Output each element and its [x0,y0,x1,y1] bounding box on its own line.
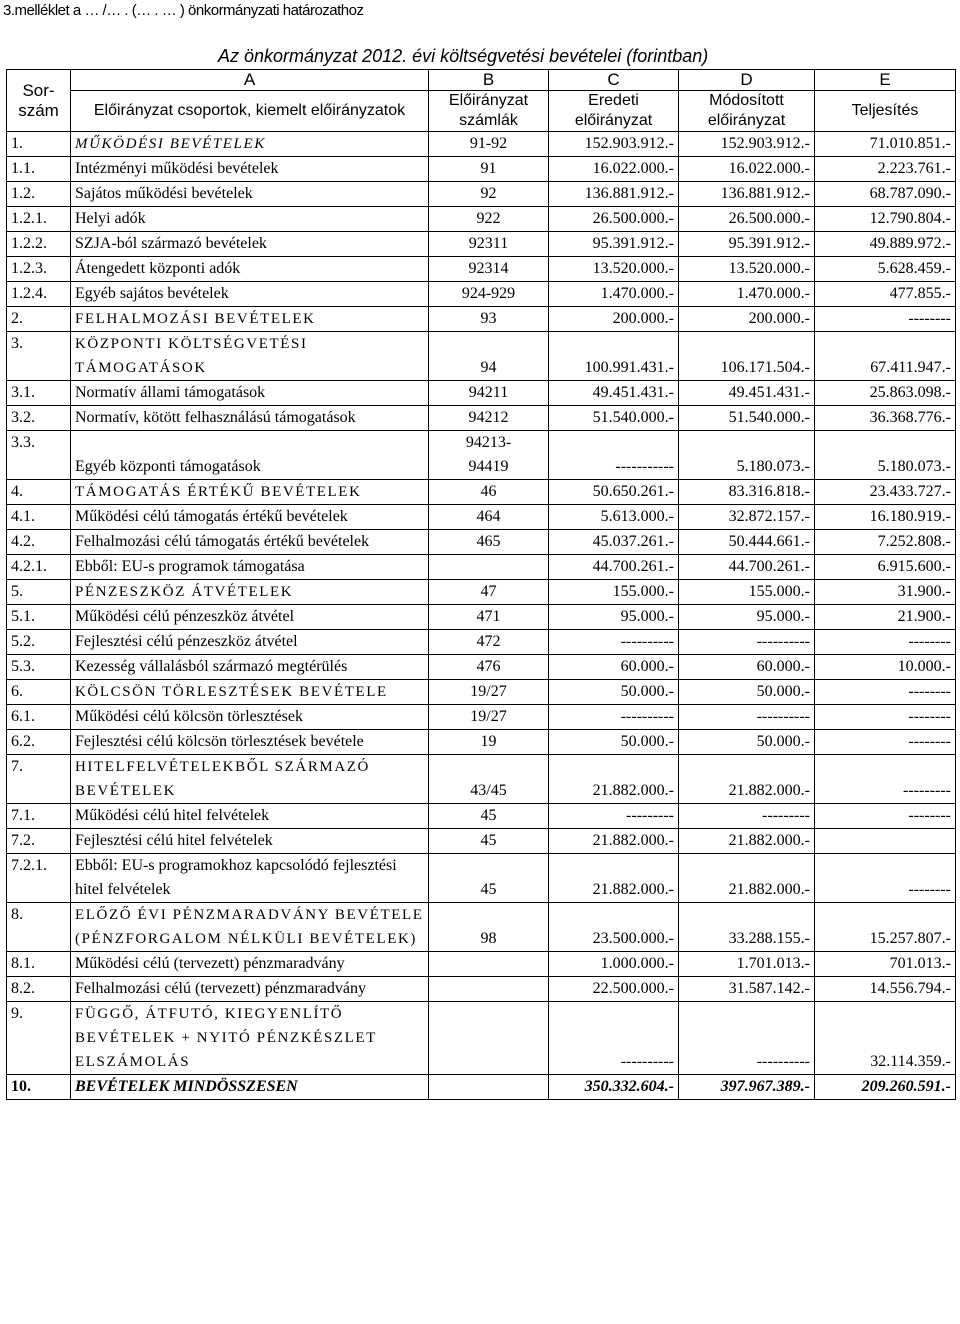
table-row [7,232,956,257]
table-row [7,952,956,977]
row-name: Ebből: EU-s programok támogatása [71,555,429,580]
row-name: ELŐZŐ ÉVI PÉNZMARADVÁNY BEVÉTELE (PÉNZFORGALOM NÉLKÜLI BEVÉTELEK) [71,903,429,952]
row-name: Normatív állami támogatások [71,381,429,406]
row-number: 3.3. [7,431,71,480]
row-name: Működési célú hitel felvételek [71,804,429,829]
table-row [7,730,956,755]
table-row [7,406,956,431]
row-original-appropriation: 23.500.000.- [549,903,679,952]
row-name: Normatív, kötött felhasználású támogatások [71,406,429,431]
row-account: 19 [429,730,549,755]
row-fulfilment: -------- [815,730,956,755]
table-row [7,431,956,480]
row-original-appropriation: 1.470.000.- [549,282,679,307]
row-fulfilment: -------- [815,680,956,705]
row-account: 94213- 94419 [429,431,549,480]
row-name: Helyi adók [71,207,429,232]
row-original-appropriation: 155.000.- [549,580,679,605]
row-modified-appropriation: ---------- [679,1002,815,1075]
row-modified-appropriation: 51.540.000.- [679,406,815,431]
table-row [7,680,956,705]
row-modified-appropriation: 152.903.912.- [679,132,815,157]
row-fulfilment: 15.257.807.- [815,903,956,952]
row-original-appropriation: ----------- [549,431,679,480]
table-row [7,182,956,207]
row-number: 6.2. [7,730,71,755]
row-fulfilment: -------- [815,854,956,903]
row-number: 1.2.2. [7,232,71,257]
table-row [7,307,956,332]
row-modified-appropriation: 136.881.912.- [679,182,815,207]
row-modified-appropriation: 106.171.504.- [679,332,815,381]
header-letter-c: C [549,70,679,91]
row-account: 94212 [429,406,549,431]
table-row [7,282,956,307]
row-original-appropriation: 5.613.000.- [549,505,679,530]
row-original-appropriation: 50.650.261.- [549,480,679,505]
header-label-row [7,91,956,132]
row-fulfilment: -------- [815,307,956,332]
table-row [7,257,956,282]
table-row [7,480,956,505]
row-account: 46 [429,480,549,505]
row-original-appropriation: 200.000.- [549,307,679,332]
row-original-appropriation: --------- [549,804,679,829]
table-row [7,854,956,903]
row-original-appropriation: 51.540.000.- [549,406,679,431]
row-modified-appropriation: 50.000.- [679,730,815,755]
row-number: 1.2. [7,182,71,207]
row-account: 472 [429,630,549,655]
row-fulfilment: 477.855.- [815,282,956,307]
row-number: 1.2.3. [7,257,71,282]
row-fulfilment: 12.790.804.- [815,207,956,232]
row-number: 5.3. [7,655,71,680]
row-account: 471 [429,605,549,630]
row-name: BEVÉTELEK MINDÖSSZESEN [71,1075,429,1100]
table-row [7,381,956,406]
row-account: 45 [429,804,549,829]
row-modified-appropriation: 44.700.261.- [679,555,815,580]
header-col-d: Módosított előirányzat [679,91,815,132]
row-account: 19/27 [429,680,549,705]
row-original-appropriation: 152.903.912.- [549,132,679,157]
row-original-appropriation: 95.391.912.- [549,232,679,257]
table-row [7,1075,956,1100]
row-name: Fejlesztési célú kölcsön törlesztések bevétele [71,730,429,755]
row-original-appropriation: ---------- [549,630,679,655]
row-modified-appropriation: 26.500.000.- [679,207,815,232]
row-name: Felhalmozási célú (tervezett) pénzmaradvány [71,977,429,1002]
header-col-e: Teljesítés [815,91,956,132]
row-number: 3. [7,332,71,381]
row-account [429,977,549,1002]
row-original-appropriation: 60.000.- [549,655,679,680]
header-letter-b: B [429,70,549,91]
table-row [7,655,956,680]
row-modified-appropriation: 21.882.000.- [679,854,815,903]
row-fulfilment: 6.915.600.- [815,555,956,580]
row-fulfilment: 5.628.459.- [815,257,956,282]
row-name: MŰKÖDÉSI BEVÉTELEK [71,132,429,157]
row-number: 1.2.1. [7,207,71,232]
row-modified-appropriation: 5.180.073.- [679,431,815,480]
row-fulfilment: -------- [815,630,956,655]
row-name: Intézményi működési bevételek [71,157,429,182]
row-account: 465 [429,530,549,555]
row-account: 92311 [429,232,549,257]
row-name: Egyéb központi támogatások [71,431,429,480]
row-account: 94 [429,332,549,381]
row-number: 5.1. [7,605,71,630]
row-original-appropriation: 21.882.000.- [549,854,679,903]
row-account: 92314 [429,257,549,282]
row-fulfilment: 68.787.090.- [815,182,956,207]
row-number: 7.1. [7,804,71,829]
row-modified-appropriation: 33.288.155.- [679,903,815,952]
row-original-appropriation: 49.451.431.- [549,381,679,406]
row-original-appropriation: 100.991.431.- [549,332,679,381]
row-modified-appropriation: 397.967.389.- [679,1075,815,1100]
row-name: HITELFELVÉTELEKBŐL SZÁRMAZÓ BEVÉTELEK [71,755,429,804]
header-letter-row [7,70,956,91]
header-sorszam: Sor- szám [7,70,71,132]
row-number: 2. [7,307,71,332]
row-number: 4. [7,480,71,505]
table-row [7,332,956,381]
row-account: 45 [429,829,549,854]
row-number: 8.1. [7,952,71,977]
row-fulfilment: 209.260.591.- [815,1075,956,1100]
row-original-appropriation: ---------- [549,1002,679,1075]
row-name: Ebből: EU-s programokhoz kapcsolódó fejlesztési hitel felvételek [71,854,429,903]
row-original-appropriation: 26.500.000.- [549,207,679,232]
table-row [7,1002,956,1075]
row-fulfilment: 23.433.727.- [815,480,956,505]
table-row [7,903,956,952]
row-modified-appropriation: ---------- [679,630,815,655]
header-col-b: Előirányzat számlák [429,91,549,132]
row-number: 8. [7,903,71,952]
row-account: 19/27 [429,705,549,730]
row-original-appropriation: 22.500.000.- [549,977,679,1002]
row-account: 91-92 [429,132,549,157]
row-fulfilment: 5.180.073.- [815,431,956,480]
row-fulfilment [815,829,956,854]
row-modified-appropriation: 83.316.818.- [679,480,815,505]
row-original-appropriation: 50.000.- [549,680,679,705]
row-account: 45 [429,854,549,903]
row-number: 5.2. [7,630,71,655]
row-original-appropriation: 21.882.000.- [549,829,679,854]
header-col-c: Eredeti előirányzat [549,91,679,132]
row-account: 476 [429,655,549,680]
row-number: 6.1. [7,705,71,730]
table-row [7,132,956,157]
row-fulfilment: 32.114.359.- [815,1002,956,1075]
row-name: TÁMOGATÁS ÉRTÉKŰ BEVÉTELEK [71,480,429,505]
row-number: 1. [7,132,71,157]
table-row [7,705,956,730]
row-number: 3.1. [7,381,71,406]
row-modified-appropriation: --------- [679,804,815,829]
row-fulfilment: 2.223.761.- [815,157,956,182]
revenue-table [6,69,956,1100]
table-row [7,977,956,1002]
row-account: 464 [429,505,549,530]
row-original-appropriation: 1.000.000.- [549,952,679,977]
row-fulfilment: 49.889.972.- [815,232,956,257]
row-fulfilment: --------- [815,755,956,804]
row-original-appropriation: 21.882.000.- [549,755,679,804]
row-number: 1.1. [7,157,71,182]
table-row [7,755,956,804]
row-name: KÖLCSÖN TÖRLESZTÉSEK BEVÉTELE [71,680,429,705]
row-original-appropriation: 16.022.000.- [549,157,679,182]
row-name: Működési célú pénzeszköz átvétel [71,605,429,630]
row-name: Kezesség vállalásból származó megtérülés [71,655,429,680]
row-original-appropriation: 50.000.- [549,730,679,755]
row-fulfilment: -------- [815,804,956,829]
row-name: SZJA-ból származó bevételek [71,232,429,257]
row-fulfilment: 10.000.- [815,655,956,680]
header-letter-d: D [679,70,815,91]
row-number: 7. [7,755,71,804]
row-name: FELHALMOZÁSI BEVÉTELEK [71,307,429,332]
row-original-appropriation: 350.332.604.- [549,1075,679,1100]
row-name: Fejlesztési célú hitel felvételek [71,829,429,854]
row-original-appropriation: 44.700.261.- [549,555,679,580]
row-account: 47 [429,580,549,605]
row-modified-appropriation: 50.000.- [679,680,815,705]
row-number: 1.2.4. [7,282,71,307]
table-row [7,630,956,655]
row-modified-appropriation: 21.882.000.- [679,829,815,854]
table-row [7,505,956,530]
row-modified-appropriation: 1.470.000.- [679,282,815,307]
row-account [429,1002,549,1075]
row-number: 6. [7,680,71,705]
row-fulfilment: 14.556.794.- [815,977,956,1002]
row-modified-appropriation: 32.872.157.- [679,505,815,530]
row-number: 7.2.1. [7,854,71,903]
document-title: Az önkormányzat 2012. évi költségvetési bevételei (forintban) [218,46,709,66]
header-col-a: Előirányzat csoportok, kiemelt előirányzatok [71,91,429,132]
row-name: PÉNZESZKÖZ ÁTVÉTELEK [71,580,429,605]
row-account: 93 [429,307,549,332]
row-name: Működési célú támogatás értékű bevételek [71,505,429,530]
row-original-appropriation: 136.881.912.- [549,182,679,207]
row-original-appropriation: ---------- [549,705,679,730]
row-fulfilment: 25.863.098.- [815,381,956,406]
row-account: 92 [429,182,549,207]
row-number: 4.2.1. [7,555,71,580]
row-modified-appropriation: 155.000.- [679,580,815,605]
row-original-appropriation: 95.000.- [549,605,679,630]
row-modified-appropriation: ---------- [679,705,815,730]
row-account: 98 [429,903,549,952]
row-number: 7.2. [7,829,71,854]
row-fulfilment: 7.252.808.- [815,530,956,555]
row-name: Működési célú (tervezett) pénzmaradvány [71,952,429,977]
table-row [7,605,956,630]
row-modified-appropriation: 200.000.- [679,307,815,332]
row-fulfilment: 31.900.- [815,580,956,605]
row-modified-appropriation: 21.882.000.- [679,755,815,804]
row-modified-appropriation: 50.444.661.- [679,530,815,555]
row-fulfilment: -------- [815,705,956,730]
row-modified-appropriation: 31.587.142.- [679,977,815,1002]
table-row [7,530,956,555]
row-fulfilment: 67.411.947.- [815,332,956,381]
row-name: FÜGGŐ, ÁTFUTÓ, KIEGYENLÍTŐ BEVÉTELEK + NYITÓ PÉNZKÉSZLET ELSZÁMOLÁS [71,1002,429,1075]
row-fulfilment: 36.368.776.- [815,406,956,431]
row-fulfilment: 16.180.919.- [815,505,956,530]
row-number: 8.2. [7,977,71,1002]
row-number: 5. [7,580,71,605]
table-row [7,207,956,232]
row-modified-appropriation: 95.000.- [679,605,815,630]
row-account [429,555,549,580]
row-original-appropriation: 13.520.000.- [549,257,679,282]
row-name: Átengedett központi adók [71,257,429,282]
row-account: 922 [429,207,549,232]
row-name: Sajátos működési bevételek [71,182,429,207]
row-modified-appropriation: 16.022.000.- [679,157,815,182]
row-modified-appropriation: 95.391.912.- [679,232,815,257]
attachment-note: 3.melléklet a … /… . (… . … ) önkormányzati határozathoz [3,2,364,19]
row-number: 4.2. [7,530,71,555]
row-account: 91 [429,157,549,182]
table-row [7,829,956,854]
table-row [7,580,956,605]
row-account: 94211 [429,381,549,406]
row-number: 3.2. [7,406,71,431]
row-number: 10. [7,1075,71,1100]
header-letter-e: E [815,70,956,91]
table-row [7,804,956,829]
table-row [7,555,956,580]
row-account: 924-929 [429,282,549,307]
row-name: Felhalmozási célú támogatás értékű bevételek [71,530,429,555]
row-modified-appropriation: 1.701.013.- [679,952,815,977]
row-name: Működési célú kölcsön törlesztések [71,705,429,730]
row-name: Fejlesztési célú pénzeszköz átvétel [71,630,429,655]
row-number: 9. [7,1002,71,1075]
header-letter-a: A [71,70,429,91]
row-original-appropriation: 45.037.261.- [549,530,679,555]
row-fulfilment: 701.013.- [815,952,956,977]
table-row [7,157,956,182]
row-modified-appropriation: 49.451.431.- [679,381,815,406]
row-fulfilment: 71.010.851.- [815,132,956,157]
row-modified-appropriation: 13.520.000.- [679,257,815,282]
row-name: Egyéb sajátos bevételek [71,282,429,307]
row-number: 4.1. [7,505,71,530]
row-account: 43/45 [429,755,549,804]
row-account [429,1075,549,1100]
row-account [429,952,549,977]
row-name: KÖZPONTI KÖLTSÉGVETÉSI TÁMOGATÁSOK [71,332,429,381]
row-fulfilment: 21.900.- [815,605,956,630]
row-modified-appropriation: 60.000.- [679,655,815,680]
